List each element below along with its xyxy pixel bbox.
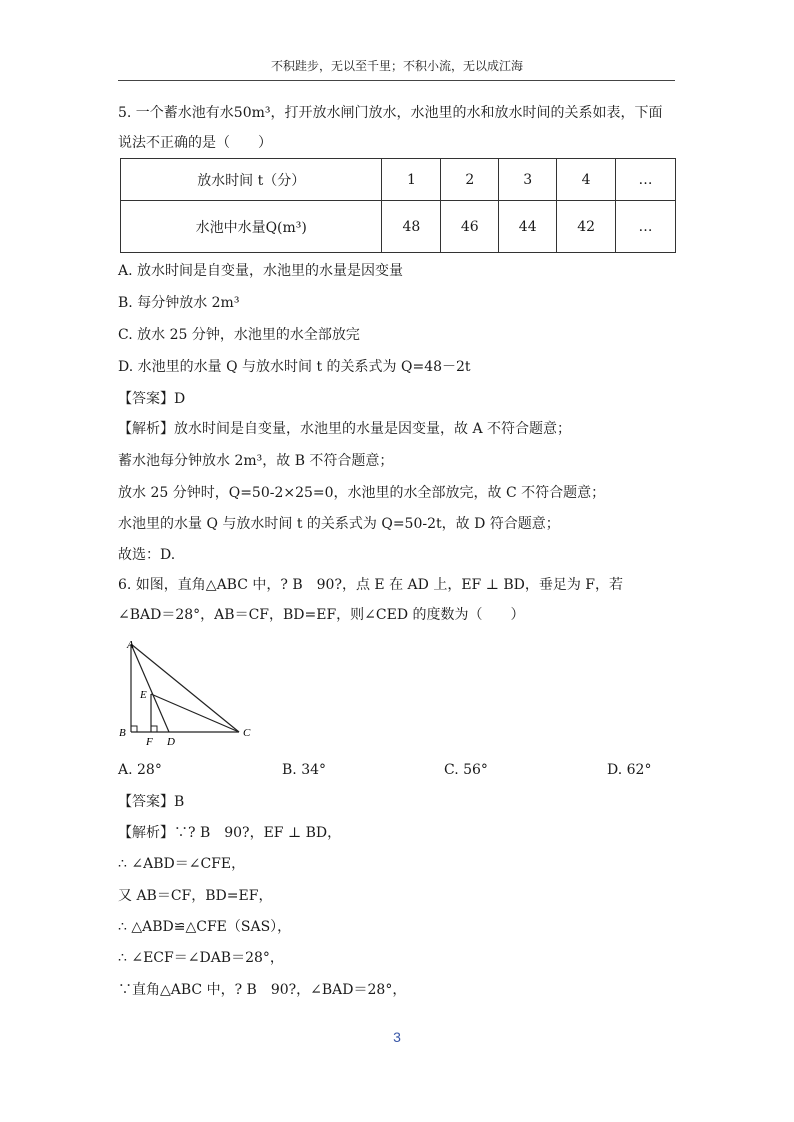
- q5-option-a: A. 放水时间是自变量，水池里的水量是因变量: [118, 263, 404, 279]
- q6-option-b: B. 34°: [282, 762, 327, 778]
- q5-analysis-line4: 水池里的水量 Q 与放水时间 t 的关系式为 Q=50-2t，故 D 符合题意；: [118, 516, 560, 532]
- segment-ad: [131, 644, 169, 732]
- q5-option-d: D. 水池里的水量 Q 与放水时间 t 的关系式为 Q=48－2t: [118, 359, 471, 375]
- q6-option-d: D. 62°: [607, 762, 652, 778]
- q5-stem-line1: 5. 一个蓄水池有水50m³，打开放水闸门放水，水池里的水和放水时间的关系如表，下面: [118, 105, 663, 121]
- table-header-volume: 水池中水量Q(m³): [121, 201, 382, 253]
- table-cell: 3: [499, 159, 557, 201]
- q6-analysis-line5: ∴ ∠ECF＝∠DAB＝28°，: [118, 950, 284, 966]
- table-cell: 1: [382, 159, 441, 201]
- q6-analysis-line6: ∵直角△ABC 中，? B 90?，∠BAD＝28°，: [118, 982, 407, 998]
- page-number: 3: [393, 1029, 401, 1045]
- table-cell: 4: [557, 159, 616, 201]
- q6-analysis-line3: 又 AB＝CF，BD=EF，: [118, 888, 273, 904]
- q5-analysis-line5: 故选：D.: [118, 547, 176, 563]
- table-header-time: 放水时间 t（分）: [121, 159, 382, 201]
- q5-analysis-line2: 蓄水池每分钟放水 2m³，故 B 不符合题意；: [118, 453, 394, 469]
- q5-answer: 【答案】D: [118, 391, 186, 407]
- q6-stem-line2: ∠BAD＝28°，AB＝CF，BD=EF，则∠CED 的度数为（ ）: [118, 607, 525, 623]
- q5-stem-line2: 说法不正确的是（ ）: [118, 135, 272, 151]
- q5-data-table: [120, 158, 676, 253]
- q5-option-b: B. 每分钟放水 2m³: [118, 295, 240, 311]
- label-e: E: [140, 689, 147, 701]
- label-b: B: [119, 727, 126, 739]
- segment-ac: [131, 644, 239, 732]
- q5-analysis-line3: 放水 25 分钟时，Q=50-2×25=0，水池里的水全部放完，故 C 不符合题意；: [118, 485, 606, 501]
- table-cell: 2: [441, 159, 499, 201]
- q6-option-c: C. 56°: [444, 762, 488, 778]
- table-cell: 46: [441, 201, 499, 253]
- table-cell: 42: [557, 201, 616, 253]
- table-cell: 48: [382, 201, 441, 253]
- right-angle-mark-b: [131, 726, 137, 732]
- table-cell: …: [616, 201, 676, 253]
- label-d: D: [167, 736, 175, 748]
- triangle-figure: [115, 636, 265, 748]
- table-row: [121, 201, 676, 253]
- table-row: [121, 159, 676, 201]
- segment-ec: [151, 694, 239, 732]
- q6-analysis-line4: ∴ △ABD≌△CFE（SAS），: [118, 919, 292, 935]
- label-f: F: [146, 736, 153, 748]
- table-cell: …: [616, 159, 676, 201]
- table-cell: 44: [499, 201, 557, 253]
- header-divider: [118, 80, 675, 81]
- right-angle-mark-f: [151, 726, 157, 732]
- q5-analysis-line1: 【解析】放水时间是自变量，水池里的水量是因变量，故 A 不符合题意；: [118, 421, 572, 437]
- q6-analysis-line1: 【解析】∵? B 90?，EF ⊥ BD，: [118, 825, 342, 841]
- page-header-motto: 不积跬步，无以至千里；不积小流，无以成江海: [270, 59, 523, 73]
- q6-stem-line1: 6. 如图，直角△ABC 中，? B 90?，点 E 在 AD 上，EF ⊥ BD，垂足为 F，若: [118, 577, 623, 593]
- q6-answer: 【答案】B: [118, 794, 185, 810]
- q6-option-a: A. 28°: [118, 762, 162, 778]
- q5-option-c: C. 放水 25 分钟，水池里的水全部放完: [118, 327, 360, 343]
- label-a: A: [127, 639, 134, 651]
- label-c: C: [243, 727, 251, 739]
- q6-analysis-line2: ∴ ∠ABD＝∠CFE，: [118, 856, 246, 872]
